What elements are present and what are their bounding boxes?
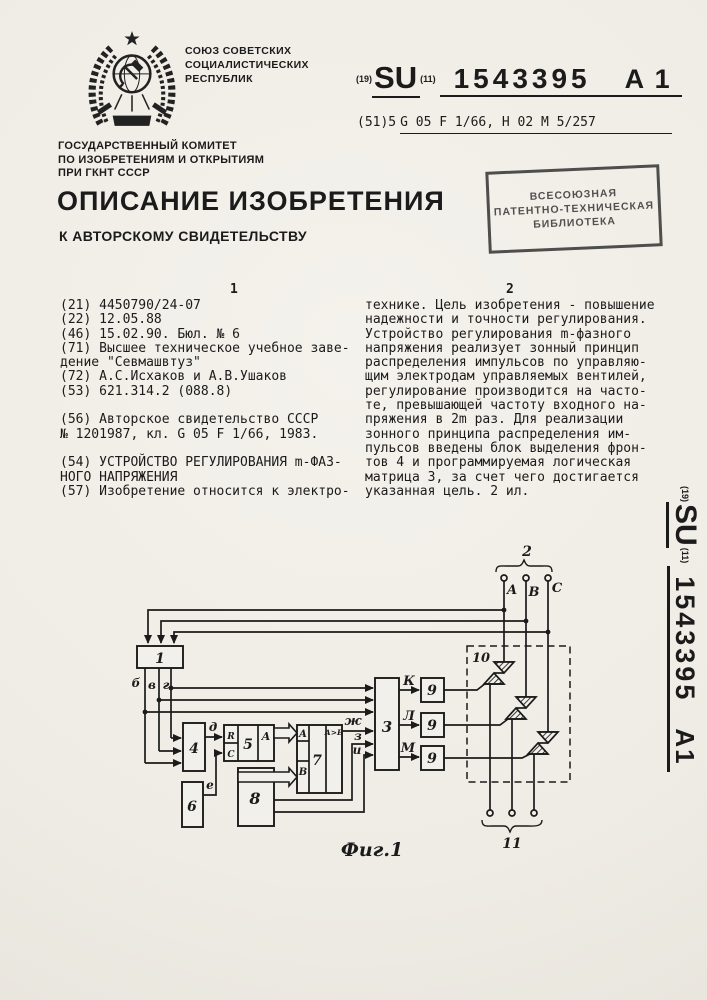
group-11-label: 11 [502,836,522,852]
port-B7-label: В [298,767,308,778]
triac-symbols [484,662,558,754]
signal-v-label: в [148,678,156,692]
triac-2 [506,697,536,719]
phase-B-label: В [528,585,540,600]
sidebar-document-number [646,486,702,836]
column-1-number: 1 [230,282,238,297]
column-2-number: 2 [506,282,514,297]
block-1-label: 1 [155,651,165,667]
signal-i-label: и [352,743,362,757]
signal-z-label: з [354,729,362,743]
figure-caption: Фиг.1 [340,839,404,861]
block-5-label: 5 [243,737,253,753]
block-6-label: 6 [187,799,197,815]
group-10-label: 10 [471,651,491,666]
signal-g-label: г [162,678,170,692]
block-8-label: 8 [249,789,261,808]
port-A5-label: А [261,730,271,743]
committee-name: ГОСУДАРСТВЕННЫЙ КОМИТЕТ ПО ИЗОБРЕТЕНИЯМ И ОТКРЫТИЯМ ПРИ ГКНТ СССР [58,140,265,179]
library-stamp: ВСЕСОЮЗНАЯ ПАТЕНТНО-ТЕХНИЧЕСКАЯ БИБЛИОТЕКА [485,164,662,254]
port-AB-label: А>В [324,728,344,737]
port-R-label: R [227,732,235,742]
inid-code-11: (11) [420,74,436,84]
bus-arrow-5-to-7 [274,724,297,742]
ipc-classification-row [357,115,672,134]
figure-wiring [143,560,552,832]
sidebar-inid-11: (11) [680,547,690,564]
block-3-label: 3 [381,718,393,736]
block-4-label: 4 [189,741,199,757]
signal-e-label: е [206,778,214,792]
signal-zh-label: ж [344,714,362,729]
ussr-coat-of-arms-icon [76,26,188,132]
block-9a-label: 9 [427,683,437,699]
group-2-label: 2 [522,545,532,560]
kind-code: A 1 [624,64,672,94]
signal-L-label: Л [403,709,415,724]
port-A7-label: А [298,729,308,740]
document-title: ОПИСАНИЕ ИЗОБРЕТЕНИЯ [57,186,445,216]
signal-b-label: б [131,676,141,690]
signal-M-label: М [400,741,416,756]
abstract-column: технике. Цель изобретения - повышение надежности и точности регулирования. Устройство регулирования m-фазного напряжения реализует зонный принцип распределения импульсов по управляю- щим электродам управляемых вентилей, регулирование производится на часто- те, превышающей частоту входного на- пряжения в 2m раз. Для реализации зонного принципа распределения им- пульсов введены блок выделения фрон- тов 4 и программируемая логическая матрица 3, за счет чего достигается указанная цель. 2 ил. [365,298,655,499]
block-9b-label: 9 [427,718,437,734]
signal-K-label: К [403,674,415,689]
sidebar-country-code: SU [666,502,702,548]
ipc-prefix: (51)5 [357,115,397,130]
port-C-label: C [227,750,235,760]
union-name: СОЮЗ СОВЕТСКИХ СОЦИАЛИСТИЧЕСКИХ РЕСПУБЛИК [185,45,309,85]
ipc-codes: G 05 F 1/66, H 02 M 5/257 [400,115,672,134]
figure-labels [132,545,563,861]
signal-d-label: д [208,720,218,734]
country-code: SU [372,60,420,98]
document-subtitle: К АВТОРСКОМУ СВИДЕТЕЛЬСТВУ [59,228,308,244]
block-9c-label: 9 [427,751,437,767]
triac-3 [528,732,558,754]
sidebar-inid-19: (19) [680,486,690,503]
document-number-row [356,60,682,96]
block-7-label: 7 [312,753,322,769]
sidebar-doc-number: 1543395 [670,576,700,703]
bibliography-column: (21) 4450790/24-07 (22) 12.05.88 (46) 15.02.90. Бюл. № 6 (71) Высшее техническое учебное заве- дение "Севмашвтуз" (72) А.С.Исхаков и А.В.Ушаков (53) 621.314.2 (088.8) (56) Авторское свидетельство СССР № 1201987, кл. G 05 F 1/66, 1983. (54) УСТРОЙСТВО РЕГУЛИРОВАНИЯ m-ФАЗ- НОГО НАПРЯЖЕНИЯ (57) Изобретение относится к электро- [60,298,350,499]
figure-1-diagram [95,545,585,875]
phase-A-label: А [506,583,518,598]
phase-C-label: С [551,581,563,596]
inid-code-19: (19) [356,74,373,84]
document-number: 1543395 [453,63,591,94]
sidebar-kind-code: A1 [670,728,700,766]
